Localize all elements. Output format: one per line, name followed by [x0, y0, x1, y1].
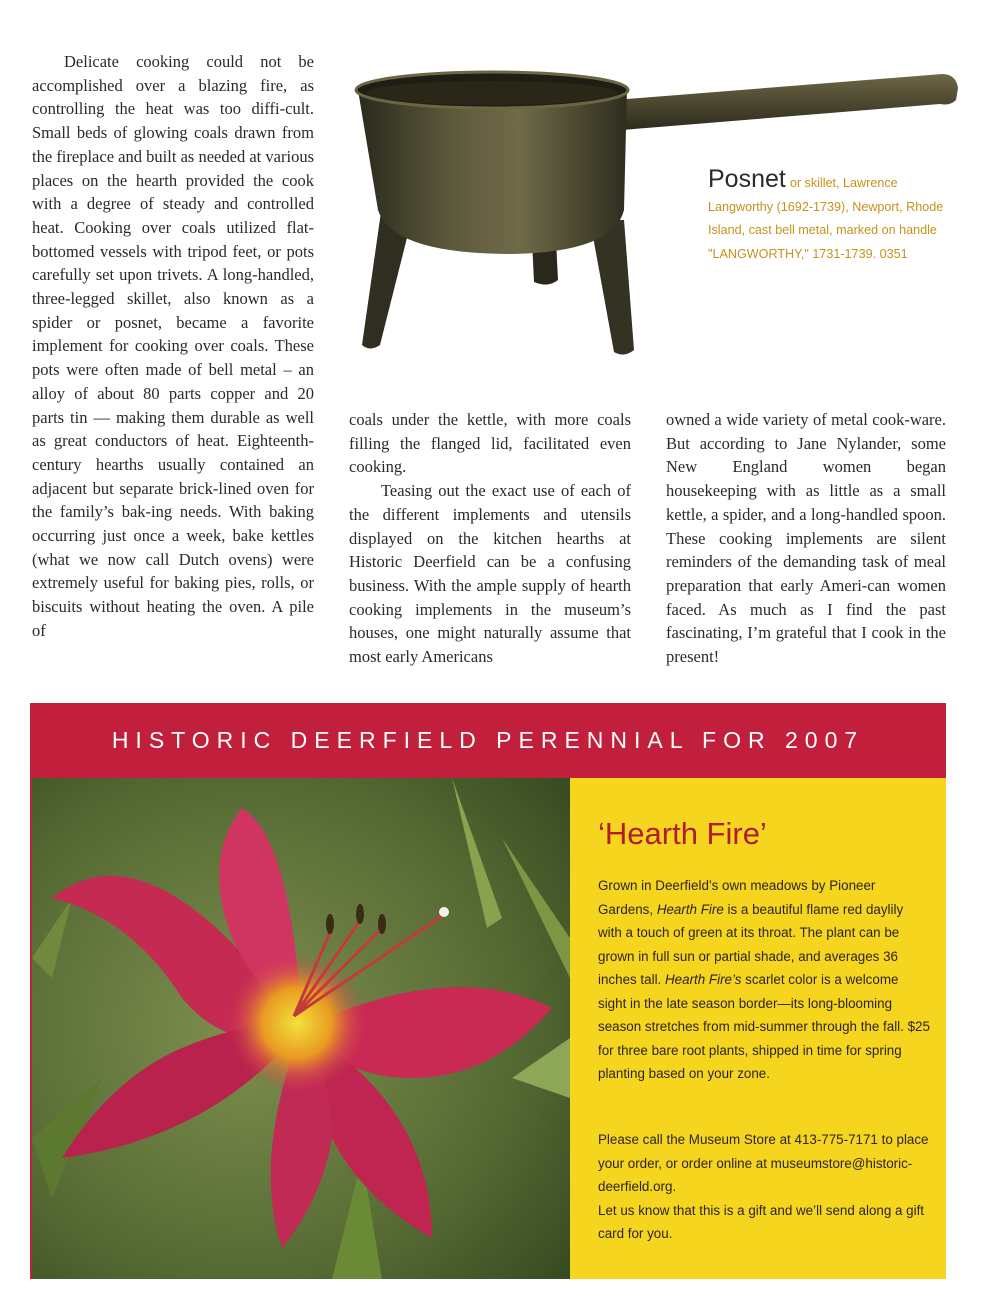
- caption-text: or skillet, Lawrence Langworthy (1692-1739), Newport, Rhode Island, cast bell metal, marked on handle "LANGWORTHY," 1731-1739. 0351: [708, 176, 944, 261]
- desc-italic: Hearth Fire: [656, 901, 724, 917]
- gift-paragraph: Let us know that this is a gift and we’ll send along a gift card for you.: [598, 1202, 925, 1241]
- desc-text: scarlet color is a welcome sight in the late season border—its long-blooming season stretches from mid-summer through the fall. $25 for three bare root plants, shipped in time for spring planting based on your zone.: [598, 972, 930, 1081]
- article-paragraph: coals under the kettle, with more coals filling the flanged lid, facilitated even cooking.: [349, 410, 631, 477]
- desc-text: is a beautiful flame red daylily with a touch of green at its throat. The plant can be grown in full sun or partial shade, and averages 36 inches tall.: [598, 901, 904, 987]
- photo-caption: [708, 165, 958, 266]
- hearth-fire-description: [598, 874, 930, 1086]
- article-paragraph: Delicate cooking could not be accomplished over a blazing fire, as controlling the heat was too diffi-cult. Small beds of glowing coals drawn from the fireplace and built as needed at various places on the hearth provided the cook with a degree of steady and controlled heat. Cooking over coals utilized flat-bottomed vessels with tripod feet, or pots carefully set upon trivets. A long-handled, three-legged skillet, also known as a spider or posnet, became a favorite implement for cooking over coals. These pots were often made of bell metal – an alloy of about 80 parts copper and 20 parts tin — making them durable as well as great conductors of heat. Eighteenth-century hearths usually contained an adjacent but separate brick-lined oven for the family’s bak-ing needs. With baking occurring just once a week, bake kettles (what we now call Dutch ovens) were extremely useful for baking pies, rolls, or biscuits without heating the oven. A pile of: [32, 52, 314, 640]
- article-paragraph: Teasing out the exact use of each of the different implements and utensils displayed on the kitchen hearths at Historic Deerfield can be a confusing business. With the ample supply of hearth cooking implements in the museum’s houses, one might naturally assume that most early Americans: [349, 481, 631, 667]
- article-column-2: [349, 408, 631, 669]
- caption-title: Posnet: [708, 165, 786, 193]
- description-paragraph: [598, 874, 930, 1086]
- hearth-fire-title: ‘Hearth Fire’: [598, 816, 767, 851]
- article-paragraph: owned a wide variety of metal cook-ware. But according to Jane Nylander, some New England women began housekeeping with as little as a small kettle, a spider, and a long-handled spoon. These cooking implements are silent reminders of the demanding task of meal preparation that early Ameri-can women faced. As much as I find the past fascinating, I’m grateful that I cook in the present!: [666, 410, 946, 667]
- daylily-photo: [32, 778, 570, 1279]
- article-column-1: [32, 50, 314, 643]
- order-paragraph: Please call the Museum Store at 413-775-7171 to place your order, or order online at museumstore@historic-deerfield.org.: [598, 1132, 929, 1194]
- desc-italic: Hearth Fire’s: [665, 972, 742, 987]
- perennial-feature-box: [30, 703, 946, 1279]
- article-column-3: [666, 408, 946, 669]
- desc-text: Grown in Deerfield’s own meadows by Pioneer Gardens,: [598, 878, 876, 917]
- perennial-banner-title: HISTORIC DEERFIELD PERENNIAL FOR 2007: [111, 727, 865, 753]
- order-info: [598, 1128, 930, 1246]
- hearth-fire-panel: [570, 778, 946, 1279]
